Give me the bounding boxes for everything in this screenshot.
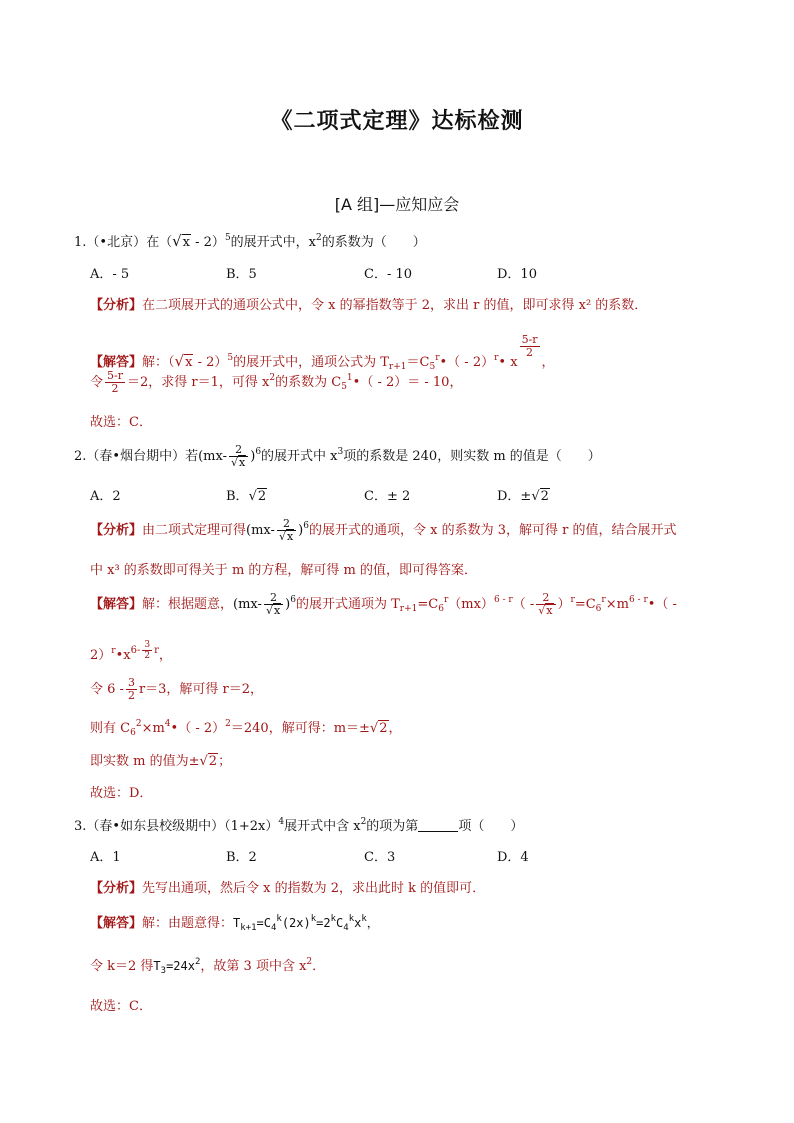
stem-text: 的展开式中，x (230, 235, 317, 250)
option-c: C．- 10 (364, 267, 413, 282)
question-1-answer-line-2 (90, 370, 462, 395)
superscript: r (494, 353, 499, 363)
question-2-analysis-line-1: 【分析】由二项式定理可得(mx- $\frac{2}{√x}$ )$^6$的展开式的通项，令 x 的系数为 3，解可得 r 的值，结合展开式 (90, 517, 677, 543)
superscript: k (276, 914, 282, 924)
answer-text: 的展开式通项为 T (295, 597, 400, 612)
stem-text: 项的系数是 240，则实数 m 的值是（ ） (343, 449, 601, 464)
superscript: 1 (346, 373, 353, 383)
question-source: （春•如东县校级期中） (86, 819, 225, 834)
option-c: C．± 2 (364, 489, 411, 504)
superscript: r (435, 353, 440, 363)
question-2-answer-choice: 故选：D． (90, 786, 153, 801)
answer-text: ， (541, 355, 555, 370)
question-2-answer-line-1: 【解答】解：根据题意，(mx- $\frac{2}{√x}$ )$^6$的展开式通项为 $T_{r+1}=C_6^r(mx)^{6 - r}$（ - $\frac{2}{√x}$ ）$^r=C_6^r\times m^{6 - r}•$（ - (90, 591, 677, 617)
option-a: A．1 (90, 850, 121, 865)
option-d: D．±√2 (497, 489, 549, 504)
answer-tag: 【解答】 (90, 916, 143, 931)
answer-text: •（ - (647, 597, 677, 612)
stem-text: ) (285, 597, 291, 612)
answer-text: 令 (90, 375, 104, 390)
stem-text: 项（ ） (458, 819, 524, 834)
fraction-numerator: 5-r (521, 333, 538, 346)
option-d: D．10 (497, 267, 537, 282)
fraction-denominator: x (239, 456, 246, 469)
stem-text: 展开式中含 x (284, 819, 361, 834)
radicand: 2 (379, 721, 388, 736)
option-c: C．3 (364, 850, 396, 865)
fraction-numerator: 2 (536, 592, 555, 605)
answer-text: =C (574, 597, 596, 612)
answer-text: 2） (90, 648, 112, 663)
subscript: r+1 (388, 362, 407, 372)
radicand: 2 (257, 489, 267, 504)
answer-text: 令 k＝2 得 (90, 959, 154, 974)
superscript: k (330, 914, 337, 924)
formula-text: C (336, 916, 344, 930)
fraction-denominator: 2 (111, 382, 119, 395)
superscript: 6 - r (628, 595, 648, 605)
answer-text: 解：根据题意， (142, 597, 234, 612)
fraction-numerator: 2 (229, 444, 248, 457)
section-heading: [A 组]—应知应会 (334, 195, 460, 214)
answer-text: •（ - 2） (170, 721, 226, 736)
subscript: 4 (270, 923, 277, 933)
superscript: 2 (225, 719, 231, 729)
exponent: 2 (360, 817, 367, 827)
question-2-analysis-line-2: 中 x³ 的系数即可得关于 m 的方程，解可得 m 的值，即可得答案． (90, 563, 477, 578)
answer-text: •x (115, 648, 131, 663)
answer-text: •（ - 2）＝ - 10， (352, 375, 463, 390)
superscript: 2 (135, 719, 142, 729)
answer-text: 的系数为 C (275, 375, 342, 390)
formula-text: x (354, 916, 362, 930)
analysis-text: 的展开式的通项，令 x 的系数为 3，解可得 r 的值，结合展开式 (308, 523, 677, 538)
answer-text: 解：由题意得： (142, 916, 234, 931)
superscript: r (570, 595, 575, 605)
superscript: r (111, 646, 116, 656)
option-b: B．2 (226, 850, 257, 865)
answer-text: ， (158, 648, 172, 663)
answer-text: ； (218, 754, 232, 769)
superscript: 2 (269, 373, 276, 383)
question-3-answer-choice: 故选：C． (90, 999, 152, 1014)
formula-text: ， (366, 916, 379, 930)
question-1-stem: 1.（•北京）在（√x - 2）$^5$的展开式中，$x^2$的系数为（ ） (74, 232, 426, 250)
exponent: 5 (227, 353, 234, 363)
superscript: r (443, 595, 449, 605)
stem-text: 在（ (146, 235, 173, 250)
superscript: 2 (194, 957, 201, 967)
radicand: 2 (208, 754, 218, 769)
superscript: k (361, 914, 367, 924)
option-label: B． (226, 489, 249, 504)
superscript: 2 (306, 957, 313, 967)
option-a: A．- 5 (90, 267, 130, 282)
radicand: x (185, 355, 193, 370)
question-3-stem (74, 815, 523, 834)
stem-text: ) (250, 449, 256, 464)
exponent: 6 (255, 447, 262, 457)
answer-text: ） (557, 597, 571, 612)
subscript: k+1 (240, 923, 257, 933)
answer-text: 则有 C (90, 721, 131, 736)
subscript: 6 (595, 604, 602, 614)
analysis-tag: 【分析】 (90, 523, 143, 538)
question-source: （•北京） (86, 235, 147, 250)
fraction-numerator: 2 (277, 518, 296, 531)
subscript: 5 (341, 382, 347, 392)
formula-text: =24x (166, 959, 195, 973)
question-2-answer-line-4: 则有 $C_6^2\times m^4•( - 2)^2=240$，解可得：m＝±√2， (90, 719, 402, 738)
answer-text: =C (417, 597, 439, 612)
answer-text: •（ - 2） (439, 355, 495, 370)
question-2-answer-line-5: 即实数 m 的值为±√2； (90, 754, 232, 769)
fraction-denominator: 2 (526, 346, 534, 359)
answer-text: 的展开式中，通项公式为 T (233, 355, 389, 370)
subscript: 5 (429, 362, 436, 372)
fraction-numerator: 2 (264, 592, 283, 605)
answer-text: - 2） (193, 355, 228, 370)
stem-text: 若 (185, 449, 199, 464)
answer-text: r＝3，解可得 r＝2， (138, 682, 264, 697)
stem-text: (mx- (198, 449, 227, 464)
question-1-analysis (90, 294, 647, 313)
subscript: 6 (130, 728, 136, 738)
analysis-text: 在二项展开式的通项公式中，令 x 的幂指数等于 2，求出 r 的值，即可求得 x² 的系数． (142, 298, 648, 313)
question-3-analysis (90, 877, 485, 896)
stem-text: ) (298, 523, 304, 538)
stem-text: (mx- (246, 523, 275, 538)
answer-text: ×m (605, 597, 629, 612)
exponent: 5 (224, 233, 231, 243)
question-source: （春•烟台期中） (86, 449, 186, 464)
question-2-answer-line-3 (90, 677, 263, 702)
answer-text: ＝2，求得 r＝1，可得 x (127, 375, 270, 390)
superscript: 4 (164, 719, 171, 729)
superscript: k (348, 914, 355, 924)
question-number: 2. (74, 449, 87, 464)
answer-text: 解：（ (142, 355, 175, 370)
answer-text: ，故第 3 项中含 x (200, 959, 307, 974)
superscript: 6 - r (493, 595, 513, 605)
formula-text: T (153, 959, 161, 973)
fraction-denominator: x (286, 530, 294, 543)
fraction-denominator: x (546, 604, 553, 617)
subscript: 4 (343, 923, 349, 933)
exponent: 6 (290, 595, 296, 605)
formula-text: =C (256, 916, 271, 930)
stem-text: （1+2x） (224, 819, 279, 834)
subscript: 6 (438, 604, 444, 614)
question-number: 1. (74, 235, 87, 250)
stem-text: - 2） (191, 235, 225, 250)
stem-text: (mx- (233, 597, 262, 612)
fraction-numerator: 3 (144, 640, 151, 650)
formula-text: (2x) (281, 916, 311, 930)
option-b: B．√2 (226, 489, 267, 504)
superscript: 6- (130, 645, 141, 656)
answer-text: ＝C (406, 355, 430, 370)
fraction-numerator: 3 (127, 676, 135, 689)
option-a: A．2 (90, 489, 121, 504)
stem-text: 的项为第 (366, 819, 419, 834)
superscript: r (601, 595, 606, 605)
option-d: D．4 (497, 850, 529, 865)
analysis-tag: 【分析】 (90, 881, 143, 896)
subscript: 3 (160, 966, 167, 976)
answer-tag: 【解答】 (90, 597, 143, 612)
analysis-text: 由二项式定理可得 (142, 523, 247, 538)
stem-text: 的系数为（ ） (321, 235, 426, 250)
answer-text: 即实数 m 的值为± (90, 754, 200, 769)
subscript: r+1 (399, 604, 418, 614)
analysis-text: 先写出通项，然后令 x 的指数为 2，求出此时 k 的值即可． (142, 881, 486, 896)
analysis-tag: 【分析】 (90, 298, 143, 313)
question-3-answer-line-1 (90, 912, 379, 933)
fill-in-blank (418, 820, 458, 832)
stem-text: 的展开式中 x (261, 449, 338, 464)
answer-text: 令 6 - (90, 682, 124, 697)
radicand: 2 (540, 489, 549, 504)
fraction-denominator: 2 (144, 651, 151, 661)
answer-text: • x (498, 355, 518, 370)
question-1-answer-line-1: 【解答】解：（√x - 2）$^5$的展开式中，通项公式为 $T_{r+1}=C_5^r•$（ - 2）$^r$• x $\frac{5-r}{2}$ ， (90, 333, 555, 372)
exponent: 3 (337, 447, 344, 457)
fraction-denominator: 2 (127, 689, 135, 702)
answer-text: ． (312, 959, 326, 974)
exponent: 2 (316, 233, 322, 243)
answer-text: （ - (512, 597, 535, 612)
superscript: k (310, 914, 317, 924)
page-title: 《二项式定理》达标检测 (270, 109, 524, 134)
answer-text: ， (388, 721, 402, 736)
fraction-denominator: x (273, 604, 281, 617)
question-1-answer-choice: 故选：C． (90, 415, 152, 430)
answer-text: ＝240，解可得：m＝± (230, 721, 370, 736)
answer-text: ×m (141, 721, 165, 736)
formula-text: =2 (316, 916, 331, 930)
answer-tag: 【解答】 (90, 355, 143, 370)
exponent: 6 (303, 521, 309, 531)
radicand: x (182, 235, 190, 250)
option-label: D．± (497, 489, 532, 504)
fraction-numerator: 5-r (107, 369, 123, 382)
exponent: 4 (278, 817, 285, 827)
answer-text: （mx） (448, 597, 494, 612)
question-3-answer-line-2 (90, 955, 325, 976)
superscript: r (154, 645, 159, 656)
question-2-stem: 2.（春•烟台期中）若(mx- $\frac{2}{√x}$ )$^6$的展开式中 $x^3$项的系数是 240，则实数 m 的值是（ ） (74, 443, 601, 469)
question-number: 3. (74, 819, 87, 834)
option-b: B．5 (226, 267, 257, 282)
question-2-answer-line-2 (90, 640, 172, 663)
formula-text: T (233, 916, 241, 930)
